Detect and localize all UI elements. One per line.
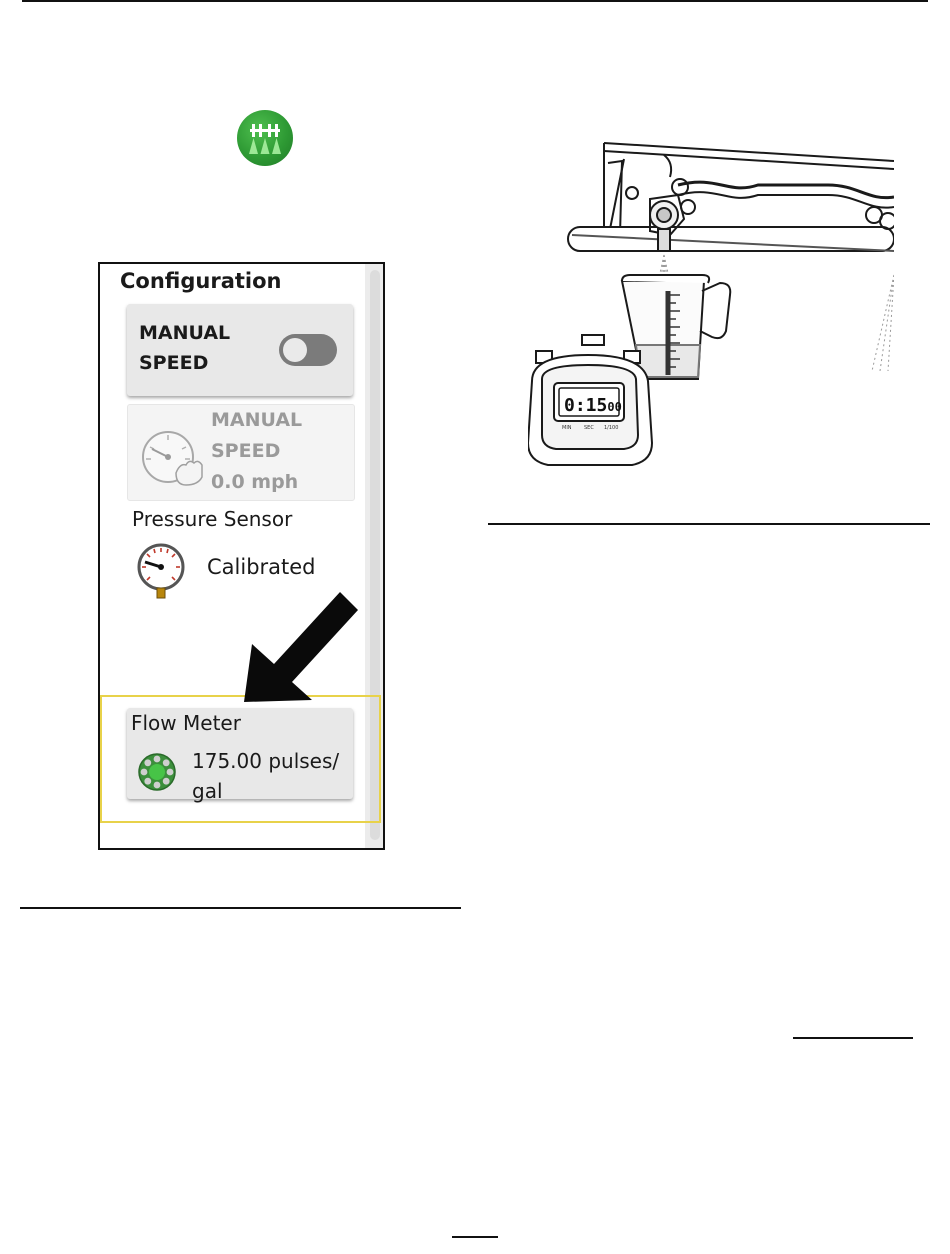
manual-speed-readout-card — [127, 404, 355, 501]
pointer-arrow-icon — [240, 586, 364, 706]
manual-speed-readout-text — [211, 405, 302, 498]
manual-speed-value: 0.0 mph — [211, 471, 299, 493]
top-rule — [22, 0, 928, 2]
manual-speed-label — [139, 318, 269, 378]
pressure-gauge-icon[interactable] — [136, 542, 188, 602]
speedometer-hand-icon — [138, 427, 206, 489]
configuration-screenshot — [98, 262, 385, 850]
flow-meter-value — [192, 746, 352, 806]
boom-section-sprayer-icon[interactable] — [237, 110, 293, 166]
stopwatch-hundredths: 00 — [607, 400, 622, 414]
manual-speed-label-line1: MANUAL — [139, 322, 231, 344]
manual-speed-toggle[interactable] — [279, 334, 337, 366]
flow-meter-card[interactable] — [127, 708, 353, 803]
manual-speed-label-line2: SPEED — [139, 352, 209, 374]
flow-meter-icon — [137, 752, 177, 792]
flow-meter-value-line2: gal — [192, 779, 223, 803]
stopwatch-label-hundredths: 1/100 — [604, 425, 619, 431]
short-rule — [793, 1037, 913, 1039]
left-divider-rule — [20, 907, 461, 909]
pressure-sensor-title: Pressure Sensor — [132, 507, 293, 531]
flow-meter-title: Flow Meter — [131, 711, 241, 735]
manual-speed-readout-line1: MANUAL — [211, 409, 303, 431]
manual-speed-readout-line2: SPEED — [211, 440, 281, 462]
right-divider-rule — [488, 523, 930, 525]
stopwatch-label-min: MIN — [562, 425, 572, 431]
nozzle-calibration-illustration — [528, 135, 894, 471]
pressure-sensor-status: Calibrated — [207, 555, 316, 579]
stopwatch-label-sec: SEC — [584, 425, 594, 431]
flow-meter-value-line1: 175.00 pulses/ — [192, 749, 340, 773]
stopwatch-main: 0:15 — [564, 395, 608, 416]
manual-speed-toggle-card[interactable] — [127, 304, 353, 396]
bottom-rule — [452, 1236, 498, 1238]
configuration-title: Configuration — [120, 269, 282, 293]
toggle-knob — [283, 338, 307, 362]
